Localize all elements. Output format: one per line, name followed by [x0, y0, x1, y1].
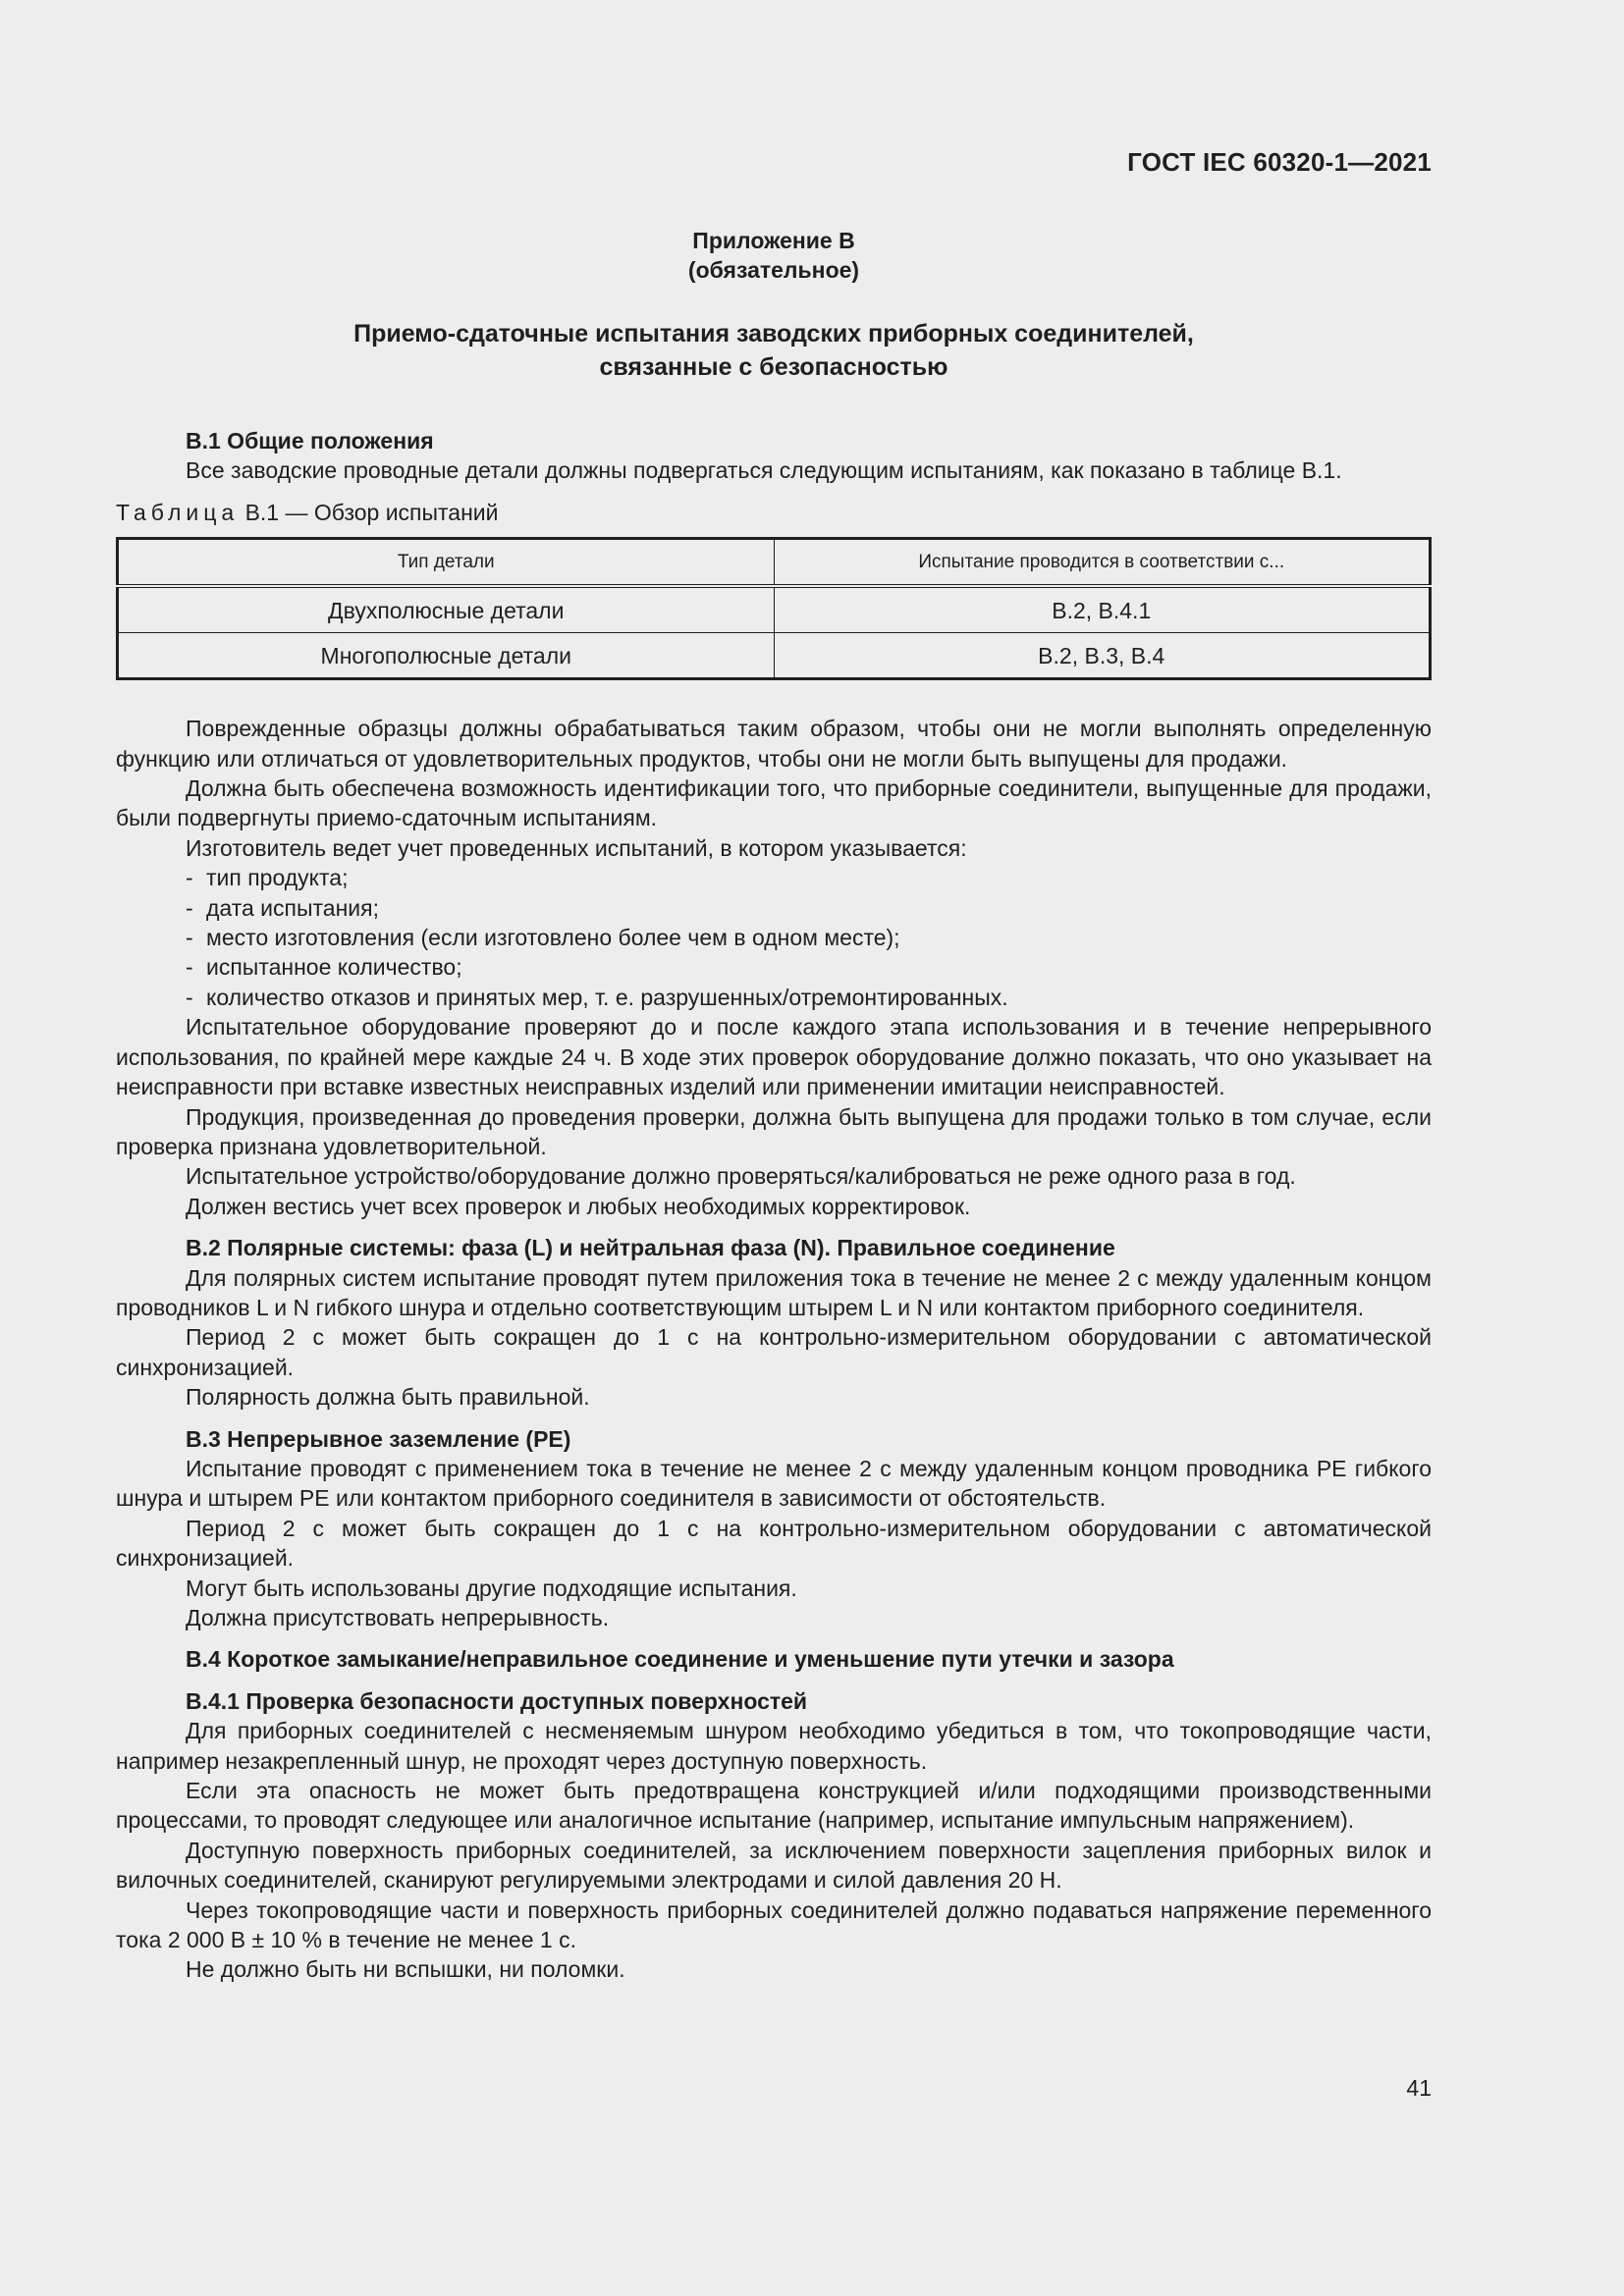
table-row: [118, 586, 1431, 633]
list-item-text: место изготовления (если изготовлено более чем в одном месте);: [206, 925, 900, 951]
paragraph: Период 2 с может быть сокращен до 1 с на контрольно-измерительном оборудовании с автоматической синхронизацией.: [116, 1324, 1432, 1380]
list-item-text: дата испытания;: [206, 894, 379, 921]
paragraph: Продукция, произведенная до проведения проверки, должна быть выпущена для продажи только в том случае, если проверка признана удовлетворительной.: [116, 1103, 1432, 1159]
list-item: [116, 983, 1432, 1012]
annex-title: [116, 317, 1432, 384]
paragraph: Если эта опасность не может быть предотвращена конструкцией и/или подходящими производственными процессами, то проводят следующее или аналогичное испытание (например, испытание импульсным напряжением).: [116, 1778, 1432, 1834]
list-item-text: тип продукта;: [206, 865, 349, 891]
list-item: [116, 863, 1432, 892]
section-heading-b41: В.4.1 Проверка безопасности доступных поверхностей: [186, 1687, 808, 1714]
list-item: [116, 923, 1432, 952]
paragraph: Полярность должна быть правильной.: [186, 1384, 590, 1411]
paragraph: Должна присутствовать непрерывность.: [186, 1605, 610, 1630]
list-dash: -: [186, 984, 193, 1010]
annex-title-line-2: связанные с безопасностью: [599, 353, 948, 381]
document-code: ГОСТ IEC 60320-1—2021: [1127, 147, 1432, 177]
table-header-cell: Тип детали: [118, 539, 775, 587]
paragraph: Все заводские проводные детали должны подвергаться следующим испытаниям, как показано в таблице В.1.: [186, 457, 1342, 484]
table-cell: В.2, В.3, В.4: [774, 633, 1431, 679]
table-caption-word: Таблица: [116, 499, 240, 525]
paragraph: Через токопроводящие части и поверхность приборных соединителей должно подаваться напряжение переменного тока 2 000 В ± 10 % в течение не менее 1 с.: [116, 1896, 1432, 1953]
section-heading-b4: В.4 Короткое замыкание/неправильное соединение и уменьшение пути утечки и зазора: [186, 1646, 1174, 1673]
table-cell: Многополюсные детали: [118, 633, 775, 679]
list-dash: -: [186, 894, 193, 921]
paragraph: Период 2 с может быть сокращен до 1 с на контрольно-измерительном оборудовании с автоматической синхронизацией.: [116, 1515, 1432, 1572]
annex-heading: [116, 226, 1432, 285]
list-item-text: испытанное количество;: [206, 954, 462, 981]
section-heading-b2: В.2 Полярные системы: фаза (L) и нейтральная фаза (N). Правильное соединение: [186, 1235, 1115, 1261]
paragraph: Испытание проводят с применением тока в течение не менее 2 с между удаленным концом проводника PE гибкого шнура и штырем PE или контактом приборного соединителя в зависимости от обстоятельств.: [116, 1455, 1432, 1512]
document-page: [116, 0, 1432, 2296]
paragraph: Изготовитель ведет учет проведенных испытаний, в котором указывается:: [186, 834, 967, 861]
list-item: [116, 952, 1432, 982]
table-cell: Двухполюсные детали: [118, 586, 775, 633]
list-dash: -: [186, 954, 193, 981]
list-dash: -: [186, 865, 193, 891]
section-heading-b1: В.1 Общие положения: [186, 428, 434, 454]
table-caption-text: В.1 — Обзор испытаний: [239, 499, 499, 525]
paragraph: Поврежденные образцы должны обрабатываться таким образом, чтобы они не могли выполнять определенную функцию или отличаться от удовлетворительных продуктов, чтобы они не могли быть выпущены для продажи.: [116, 716, 1432, 772]
table-header-row: [118, 539, 1431, 587]
tests-overview-table: [116, 537, 1432, 680]
list-item-text: количество отказов и принятых мер, т. е. разрушенных/отремонтированных.: [206, 984, 1008, 1010]
list-item: [116, 893, 1432, 923]
table-row: [118, 633, 1431, 679]
section-heading-b3: В.3 Непрерывное заземление (PE): [186, 1425, 571, 1452]
paragraph: Должна быть обеспечена возможность идентификации того, что приборные соединители, выпущенные для продажи, были подвергнуты приемо-сдаточным испытаниям.: [116, 775, 1432, 831]
paragraph: Доступную поверхность приборных соединителей, за исключением поверхности зацепления приборных вилок и вилочных соединителей, сканируют регулируемыми электродами и силой давления 20 Н.: [116, 1837, 1432, 1894]
table-header-cell: Испытание проводится в соответствии с...: [774, 539, 1431, 587]
annex-status: (обязательное): [687, 257, 860, 283]
page-number: 41: [1406, 2075, 1432, 2101]
paragraph: Должен вестись учет всех проверок и любых необходимых корректировок.: [186, 1193, 971, 1219]
list-dash: -: [186, 925, 193, 951]
table-caption: [116, 498, 1432, 527]
annex-label: Приложение В: [692, 228, 855, 253]
paragraph: Испытательное оборудование проверяют до и после каждого этапа использования и в течение непрерывного использования, по крайней мере каждые 24 ч. В ходе этих проверок оборудование должно показать, что оно указывает на неисправности при вставке известных неисправных изделий или применении имитации неисправностей.: [116, 1014, 1432, 1100]
paragraph: Испытательное устройство/оборудование должно проверяться/калиброваться не реже одного раза в год.: [186, 1163, 1296, 1190]
paragraph: Для приборных соединителей с несменяемым шнуром необходимо убедиться в том, что токопроводящие части, например незакрепленный шнур, не проходят через доступную поверхность.: [116, 1718, 1432, 1774]
document-body: [116, 426, 1432, 1985]
annex-title-line-1: Приемо-сдаточные испытания заводских приборных соединителей,: [353, 320, 1194, 347]
paragraph: Не должно быть ни вспышки, ни поломки.: [186, 1956, 625, 1983]
paragraph: Могут быть использованы другие подходящие испытания.: [186, 1575, 797, 1601]
table-cell: В.2, В.4.1: [774, 586, 1431, 633]
paragraph: Для полярных систем испытание проводят путем приложения тока в течение не менее 2 с между удаленным концом проводников L и N гибкого шнура и отдельно соответствующим штырем L и N или контактом приборного соединителя.: [116, 1264, 1432, 1320]
